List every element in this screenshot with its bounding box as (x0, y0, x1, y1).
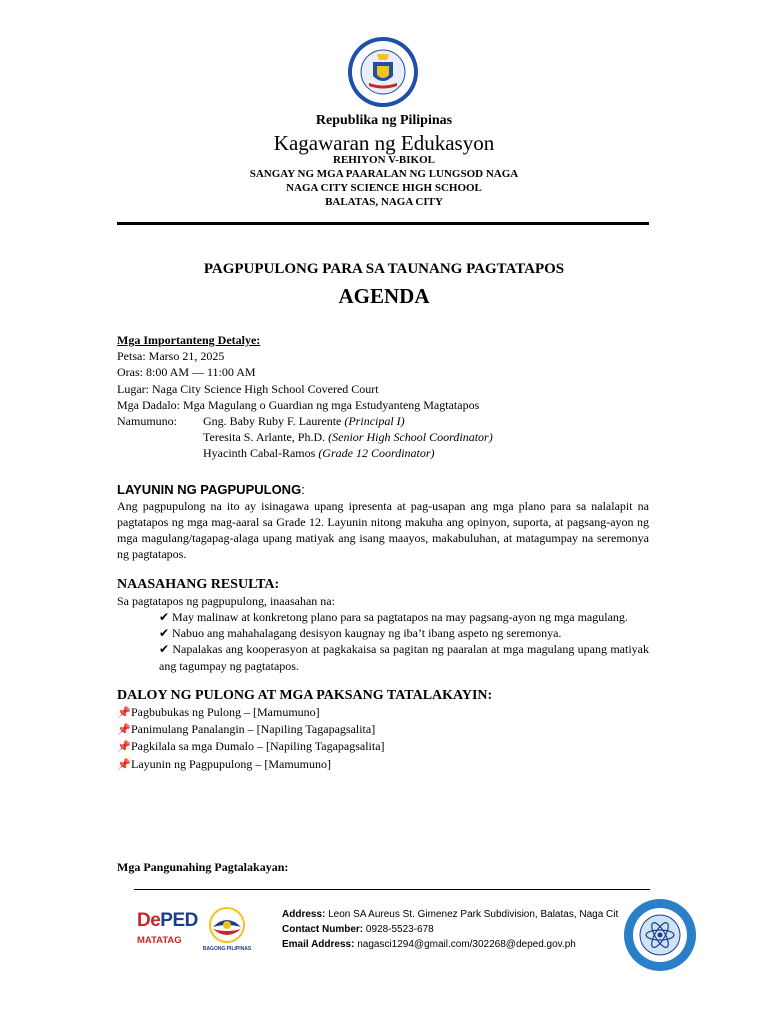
objective-heading: LAYUNIN NG PAGPUPULONG: (117, 481, 305, 497)
flow-item: 📌Pagbubukas ng Pulong – [Mamumuno] (117, 704, 649, 721)
matatag-wordmark: MATATAG (137, 935, 182, 946)
footer-contact (282, 907, 618, 952)
attendees-line: Mga Dadalo: Mga Magulang o Guardian ng mga Estudyanteng Magtatapos (117, 397, 480, 412)
flow-list (117, 704, 649, 773)
presiders-list (203, 413, 493, 462)
expected-item: ✔ Napalakas ang kooperasyon at pagkakaisa sa pagitan ng paaralan at mga magulang upang matiyak ang tagumpay ng pagtatapos. (159, 642, 649, 673)
agenda-body (117, 332, 649, 773)
flow-heading: DALOY NG PULONG AT MGA PAKSANG TATALAKAYIN: (117, 687, 493, 703)
bagong-pilipinas-label: BAGONG PILIPINAS (202, 946, 252, 952)
expected-intro: Sa pagtatapos ng pagpupulong, inaasahan na: (117, 593, 335, 608)
pushpin-icon: 📌 (117, 723, 131, 737)
contact-line: Contact Number: 0928-5523-678 (282, 924, 434, 935)
flow-item: 📌Panimulang Panalangin – [Napiling Tagapagsalita] (117, 721, 649, 738)
school-seal-logo (623, 898, 697, 972)
pushpin-icon: 📌 (117, 740, 131, 754)
expected-item: ✔ Nabuo ang mahahalagang desisyon kaugnay ng iba’t ibang aspeto ng seremonya. (159, 626, 562, 641)
presider-item: Teresita S. Arlante, Ph.D. (Senior High School Coordinator) (203, 430, 493, 445)
deped-matatag-logo (137, 910, 198, 946)
header-divider (117, 222, 649, 225)
agenda-title: AGENDA (338, 284, 430, 308)
flow-item: 📌Layunin ng Pagpupulong – [Mamumuno] (117, 756, 649, 773)
date-line: Petsa: Marso 21, 2025 (117, 349, 225, 364)
division-line: SANGAY NG MGA PAARALAN NG LUNGSOD NAGA (249, 168, 519, 180)
deped-wordmark: DePED (137, 910, 198, 931)
expected-heading: NAASAHANG RESULTA: (117, 576, 280, 592)
presiders-label: Namumuno: (117, 414, 177, 429)
deped-seal-logo (347, 36, 419, 108)
details-heading: Mga Importanteng Detalye: (117, 333, 261, 347)
main-topics-heading: Mga Pangunahing Pagtalakayan: (117, 860, 289, 874)
meeting-title: PAGPUPULONG PARA SA TAUNANG PAGTATAPOS (203, 261, 565, 277)
expected-item: ✔ May malinaw at konkretong plano para sa pagtatapos na may pagsang-ayon ng mga magulang. (159, 610, 628, 625)
presider-item: Hyacinth Cabal-Ramos (Grade 12 Coordinator) (203, 446, 435, 461)
expected-list (117, 609, 649, 674)
flow-item: 📌Pagkilala sa mga Dumalo – [Napiling Tagapagsalita] (117, 738, 649, 755)
region-line: REHIYON V-BIKOL (333, 154, 435, 166)
department-name: Kagawaran ng Edukasyon (273, 131, 495, 155)
presiders-block (117, 413, 649, 462)
school-address-line: BALATAS, NAGA CITY (325, 196, 443, 208)
presider-item: Gng. Baby Ruby F. Laurente (Principal I) (203, 414, 405, 429)
footer-divider (134, 889, 650, 890)
address-line: Address: Leon SA Aureus St. Gimenez Park Subdivision, Balatas, Naga Cit (282, 909, 619, 920)
objective-text: Ang pagpupulong na ito ay isinagawa upang ipresenta at pag-usapan ang mga plano para sa nalalapit na pagtatapos ng mga mag-aaral sa Grade 12. Layunin nitong makuha ang opinyon, suporta, at pagsang-ayon ng mga magulang/tagapag-alaga upang matiyak ang isang maayos, makabuluhan, at matagumpay na seremonya ng pagtatapos. (117, 498, 649, 562)
pushpin-icon: 📌 (117, 757, 131, 771)
venue-line: Lugar: Naga City Science High School Covered Court (117, 381, 379, 396)
pushpin-icon: 📌 (117, 706, 131, 720)
republic-line: Republika ng Pilipinas (315, 113, 453, 128)
school-name-line: NAGA CITY SCIENCE HIGH SCHOOL (286, 182, 482, 194)
email-line: Email Address: nagasci1294@gmail.com/302268@deped.gov.ph (282, 939, 576, 950)
time-line: Oras: 8:00 AM — 11:00 AM (117, 365, 256, 380)
